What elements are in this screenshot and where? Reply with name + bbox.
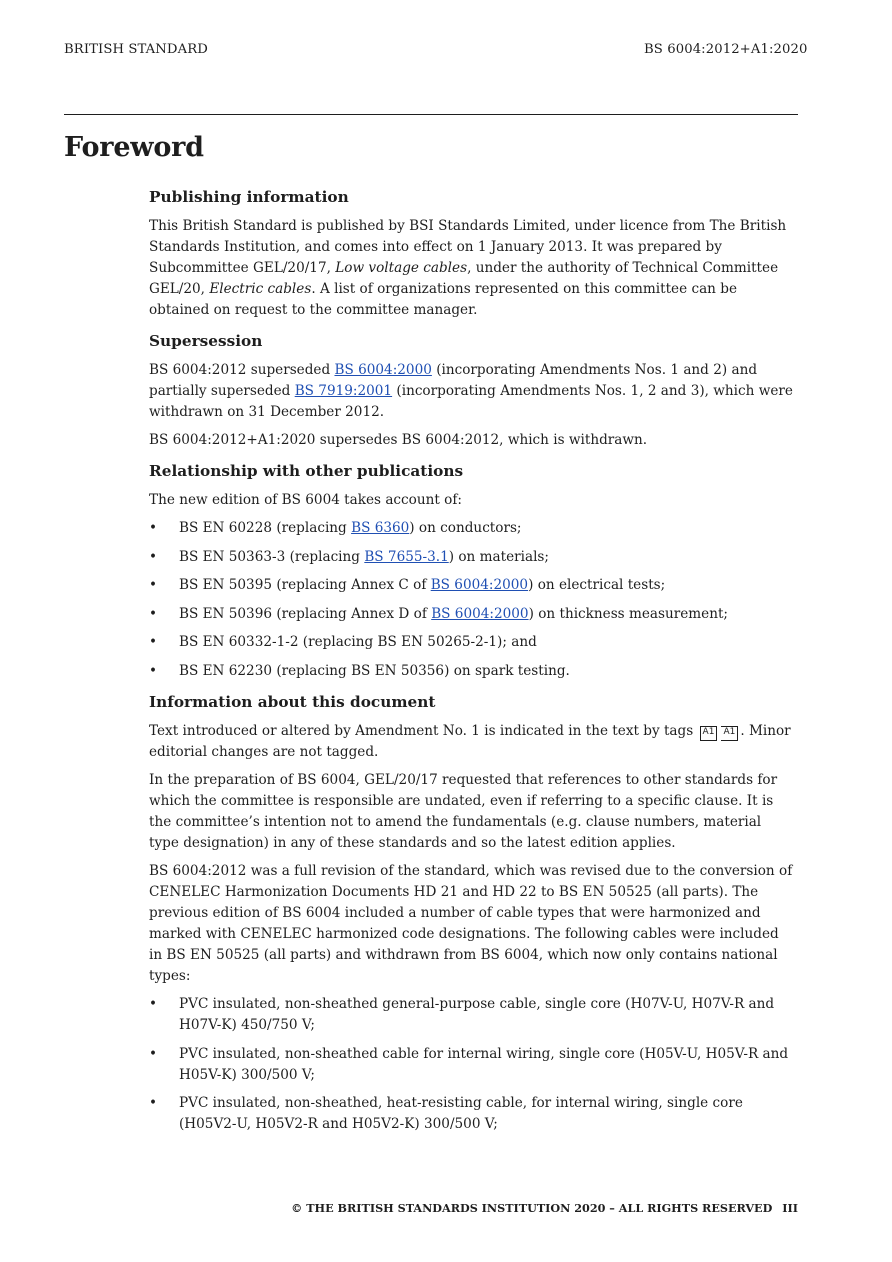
subcommittee-name: Low voltage cables (335, 260, 468, 276)
list-item-text: PVC insulated, non-sheathed cable for internal wiring, single core (H05V-U, H05V-R and H05V-K) 300/500 V; (179, 1045, 789, 1083)
bullet: • (149, 996, 158, 1012)
bullet: • (149, 520, 158, 536)
list-item (149, 1093, 795, 1135)
list-item-text: BS EN 60228 (replacing (179, 520, 352, 536)
amendment-close-tag: A1 (721, 726, 738, 741)
bullet: • (149, 548, 158, 565)
page-footer (291, 1201, 798, 1215)
header-right: BS 6004:2012+A1:2020 (644, 42, 808, 57)
link-bs-6004-2000[interactable]: BS 6004:2000 (334, 362, 432, 378)
info-text-2: . Minor editorial changes are not tagged. (149, 723, 791, 760)
list-item-text: PVC insulated, non-sheathed, heat-resisting cable, for internal wiring, single core (H05V2-U, H05V2-R and H05V2-K) 300/500 V; (179, 1095, 743, 1132)
list-item (149, 547, 795, 568)
list-item-text: BS EN 50396 (replacing Annex D of (179, 605, 432, 622)
amendment-open-tag: A1 (700, 726, 718, 741)
publishing-heading: Publishing information (149, 188, 349, 206)
supersession-heading: Supersession (149, 332, 263, 350)
publishing-text-1: This British Standard is published by BSI Standards Limited, under licence from The British Standards Institution, and comes into effect on 1 January 2013. It was prepared by Subcommittee GEL/20/17, (149, 218, 787, 276)
list-item (149, 661, 795, 682)
bullet: • (149, 634, 158, 650)
link-bs-6004-2000[interactable]: BS 6004:2000 (430, 577, 529, 593)
supersession-text-2: (incorporating Amendments Nos. 1 and 2) and partially superseded (149, 362, 758, 399)
list-item-text: BS EN 50395 (replacing Annex C of (179, 577, 431, 593)
supersession-text-3: (incorporating Amendments Nos. 1, 2 and 3), which were withdrawn on 31 December 2012. (149, 383, 793, 420)
link-bs-7919-2001[interactable]: BS 7919:2001 (294, 383, 393, 399)
publishing-text-2: , under the authority of Technical Committee GEL/20, (149, 260, 779, 297)
list-item-text: PVC insulated, non-sheathed general-purpose cable, single core (H07V-U, H07V-R and H07V-K) 450/750 V; (179, 996, 775, 1033)
bullet: • (149, 662, 158, 679)
list-item (149, 575, 795, 596)
publishing-paragraph (149, 216, 795, 321)
list-item-text: BS EN 62230 (replacing BS EN 50356) on spark testing. (179, 662, 570, 679)
list-item-text: BS EN 60332-1-2 (replacing BS EN 50265-2-1); and (179, 634, 537, 650)
list-item (149, 994, 795, 1036)
list-item (149, 604, 795, 625)
copyright-notice: © THE BRITISH STANDARDS INSTITUTION 2020 – ALL RIGHTS RESERVED (291, 1201, 773, 1215)
page-number: III (782, 1201, 798, 1215)
foreword-body (149, 184, 795, 1143)
list-item (149, 632, 795, 653)
list-item-text: ) on materials; (448, 548, 549, 565)
relationship-list (149, 518, 795, 682)
info-paragraph-2: In the preparation of BS 6004, GEL/20/17 requested that references to other standards for which the committee is responsible are undated, even if referring to a specific clause. It is the committee’s intention not to amend the fundamentals (e.g. clause numbers, material type designation) in any of these standards and so the latest edition applies. (149, 772, 778, 851)
publishing-text-3: . A list of organizations represented on this committee can be obtained on request to the committee manager. (149, 281, 738, 318)
withdrawn-cables-list (149, 994, 795, 1135)
supersession-paragraph (149, 360, 795, 423)
bullet: • (149, 605, 158, 622)
header-rule (64, 114, 798, 115)
header-left: BRITISH STANDARD (64, 42, 208, 57)
supersession-text-1: BS 6004:2012 superseded (149, 362, 335, 378)
list-item-text: ) on electrical tests; (528, 577, 666, 593)
relationship-intro: The new edition of BS 6004 takes account of: (149, 492, 462, 508)
list-item (149, 1044, 795, 1086)
list-item (149, 518, 795, 539)
page-title: Foreword (64, 132, 204, 163)
info-heading: Information about this document (149, 693, 436, 711)
relationship-heading: Relationship with other publications (149, 462, 464, 480)
committee-name: Electric cables (209, 281, 312, 297)
list-item-text: BS EN 50363-3 (replacing (179, 548, 365, 565)
bullet: • (149, 1095, 158, 1111)
info-paragraph-3: BS 6004:2012 was a full revision of the standard, which was revised due to the conversion of CENELEC Harmonization Documents HD 21 and HD 22 to BS EN 50525 (all parts). The previous edition of BS 6004 included a number of cable types that were harmonized and marked with CENELEC harmonized code designations. The following cables were included in BS EN 50525 (all parts) and withdrawn from BS 6004, which now only contains national types: (149, 863, 793, 984)
bullet: • (149, 1045, 158, 1062)
list-item-text: ) on conductors; (409, 520, 522, 536)
list-item-text: ) on thickness measurement; (528, 605, 729, 622)
info-paragraph-1 (149, 721, 795, 763)
link-bs-6360[interactable]: BS 6360 (351, 520, 410, 536)
link-bs-6004-2000[interactable]: BS 6004:2000 (431, 605, 529, 622)
bullet: • (149, 577, 158, 593)
link-bs-7655-3-1[interactable]: BS 7655-3.1 (364, 548, 449, 565)
supersession-paragraph-2: BS 6004:2012+A1:2020 supersedes BS 6004:2012, which is withdrawn. (149, 432, 648, 448)
info-text-1: Text introduced or altered by Amendment No. 1 is indicated in the text by tags (149, 723, 698, 739)
